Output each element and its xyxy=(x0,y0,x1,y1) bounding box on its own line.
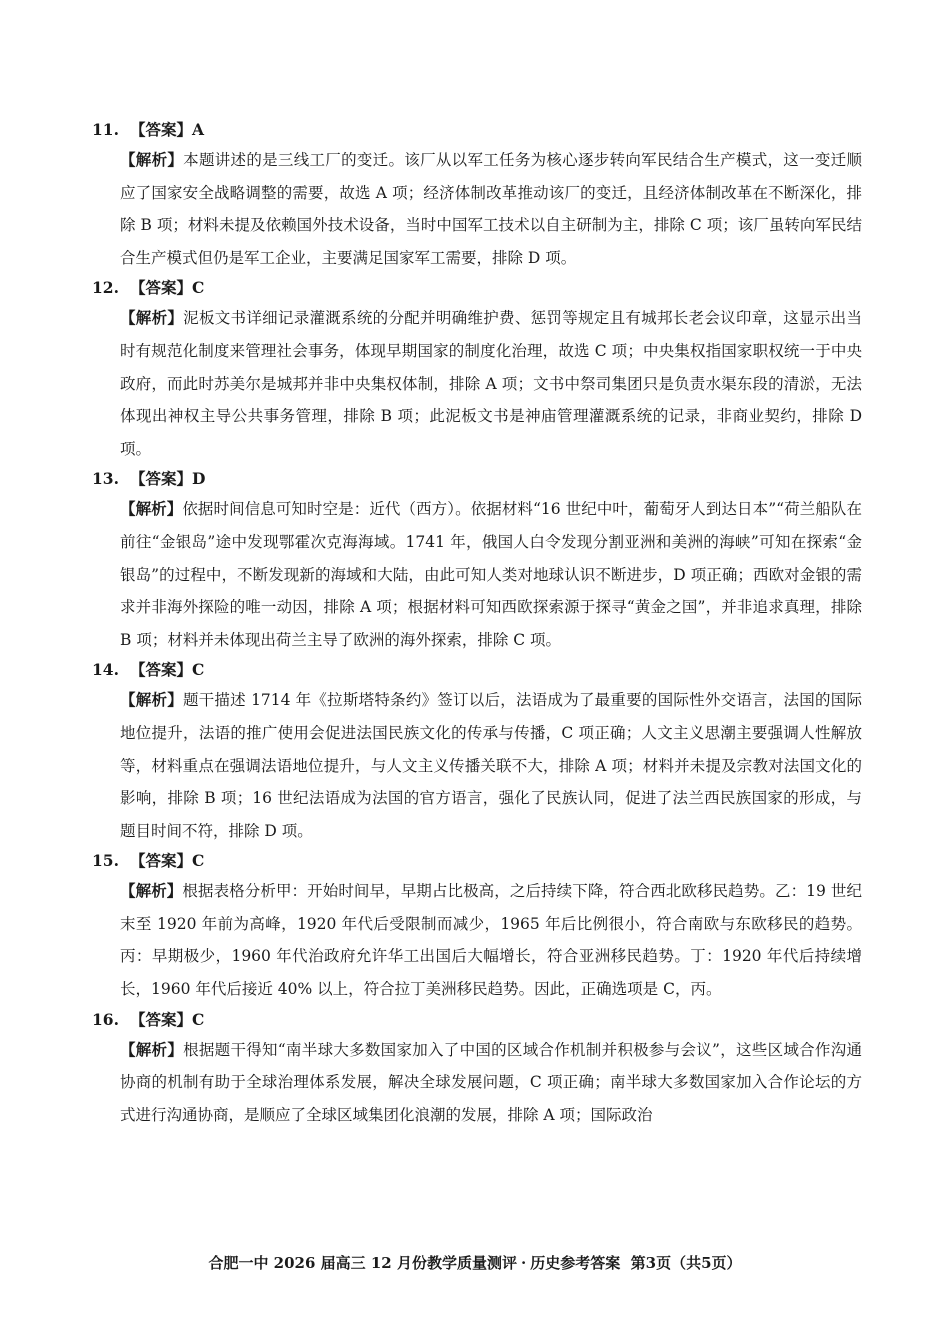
analysis-text: 根据题干得知“南半球大多数国家加入了中国的区域合作机制并积极参与会议”，这些区域合作沟通协商的机制有助于全球治理体系发展，解决全球发展问题，C 项正确；南半球大多数国家加入合作论坛的方式进行沟通协商，是顺应了全球区域集团化浪潮的发展，排除 A 项；国际政治 xyxy=(120,1040,862,1124)
question-number: 14. xyxy=(92,660,119,680)
answer-value: C xyxy=(192,278,205,298)
analysis-label: 【解析】 xyxy=(120,1039,184,1059)
question-14 xyxy=(92,656,862,847)
answer-value: C xyxy=(192,851,205,871)
analysis-text: 题干描述 1714 年《拉斯塔特条约》签订以后，法语成为了最重要的国际性外交语言，法国的国际地位提升，法语的推广使用会促进法国民族文化的传承与传播，C 项正确；人文主义思潮主要强调人性解放等，材料重点在强调法语地位提升，与人文主义传播关联不大，排除 A 项；材料并未提及宗教对法国文化的影响，排除 B 项；16 世纪法语成为法国的官方语言，强化了民族认同，促进了法兰西民族国家的形成，与题目时间不符，排除 D 项。 xyxy=(120,691,862,840)
footer-subject: 历史参考答案 xyxy=(530,1254,621,1272)
question-12 xyxy=(92,274,862,465)
question-number: 16. xyxy=(92,1009,119,1029)
footer-separator: · xyxy=(520,1254,527,1272)
answer-line xyxy=(92,465,862,493)
analysis-text: 泥板文书详细记录灌溉系统的分配并明确维护费、惩罚等规定且有城邦长老会议印章，这显示出当时有规范化制度来管理社会事务，体现早期国家的制度化治理，故选 C 项；中央集权指国家职权统一于中央政府，而此时苏美尔是城邦并非中央集权体制，排除 A 项；文书中祭司集团只是负责水渠东段的清淤，无法体现出神权主导公共事务管理，排除 B 项；此泥板文书是神庙管理灌溉系统的记录，非商业契约，排除 D 项。 xyxy=(120,309,862,458)
analysis-text: 根据表格分析甲：开始时间早，早期占比极高，之后持续下降，符合西北欧移民趋势。乙：19 世纪末至 1920 年前为高峰，1920 年代后受限制而减少，1965 年后比例很小，符合南欧与东欧移民的趋势。丙：早期极少，1960 年代治政府允许华工出国后大幅增长，符合亚洲移民趋势。丁：1920 年代后持续增长，1960 年代后接近 40% 以上，符合拉丁美洲移民趋势。因此，正确选项是 C，丙。 xyxy=(120,882,862,999)
answer-value: A xyxy=(192,120,205,139)
answer-label: 【答案】 xyxy=(130,120,193,139)
footer-title: 合肥一中 2026 届高三 12 月份教学质量测评 xyxy=(208,1254,517,1272)
answer-value: D xyxy=(192,469,206,489)
question-number: 15. xyxy=(92,851,119,871)
footer-page-number: 第3页（共5页） xyxy=(630,1254,742,1272)
analysis-paragraph xyxy=(92,684,862,847)
question-number: 13. xyxy=(92,469,119,489)
answer-label: 【答案】 xyxy=(130,660,193,680)
analysis-text: 本题讲述的是三线工厂的变迁。该厂从以军工任务为核心逐步转向军民结合生产模式，这一变迁顺应了国家安全战略调整的需要，故选 A 项；经济体制改革推动该厂的变迁，且经济体制改革在不断深化，排除 B 项；材料未提及依赖国外技术设备，当时中国军工技术以自主研制为主，排除 C 项；该厂虽转向军民结合生产模式但仍是军工企业，主要满足国家军工需要，排除 D 项。 xyxy=(120,151,862,267)
question-number: 12. xyxy=(92,278,119,298)
answer-value: C xyxy=(192,660,205,680)
analysis-text: 依据时间信息可知时空是：近代（西方）。依据材料“16 世纪中叶，葡萄牙人到达日本”“荷兰船队在前往“金银岛”途中发现鄂霍次克海海域。1741 年，俄国人白令发现分割亚洲和美洲的海峡”可知在探索“金银岛”的过程中，不断发现新的海域和大陆，由此可知人类对地球认识不断进步，D 项正确；西欧对金银的需求并非海外探险的唯一动因，排除 A 项；根据材料可知西欧探索源于探寻“黄金之国”，并非追求真理，排除 B 项；材料并未体现出荷兰主导了欧洲的海外探索，排除 C 项。 xyxy=(120,500,862,649)
page-footer xyxy=(0,1252,950,1273)
analysis-paragraph xyxy=(92,302,862,465)
analysis-paragraph xyxy=(92,493,862,656)
answer-label: 【答案】 xyxy=(130,469,193,489)
answer-list xyxy=(92,116,862,1131)
question-number: 11. xyxy=(92,120,119,139)
analysis-paragraph xyxy=(92,875,862,1005)
answer-line xyxy=(92,1006,862,1034)
analysis-label: 【解析】 xyxy=(120,881,183,901)
question-11 xyxy=(92,116,862,274)
analysis-label: 【解析】 xyxy=(120,150,184,169)
answer-line xyxy=(92,116,862,144)
analysis-paragraph xyxy=(92,144,862,274)
answer-line xyxy=(92,274,862,302)
question-15 xyxy=(92,847,862,1005)
analysis-label: 【解析】 xyxy=(120,308,184,328)
answer-label: 【答案】 xyxy=(130,1009,193,1029)
question-13 xyxy=(92,465,862,656)
question-16 xyxy=(92,1006,862,1132)
analysis-paragraph xyxy=(92,1034,862,1132)
answer-value: C xyxy=(192,1009,205,1029)
analysis-label: 【解析】 xyxy=(120,690,183,710)
analysis-label: 【解析】 xyxy=(120,499,183,519)
answer-label: 【答案】 xyxy=(130,851,193,871)
answer-line xyxy=(92,656,862,684)
answer-label: 【答案】 xyxy=(130,278,193,298)
answer-line xyxy=(92,847,862,875)
